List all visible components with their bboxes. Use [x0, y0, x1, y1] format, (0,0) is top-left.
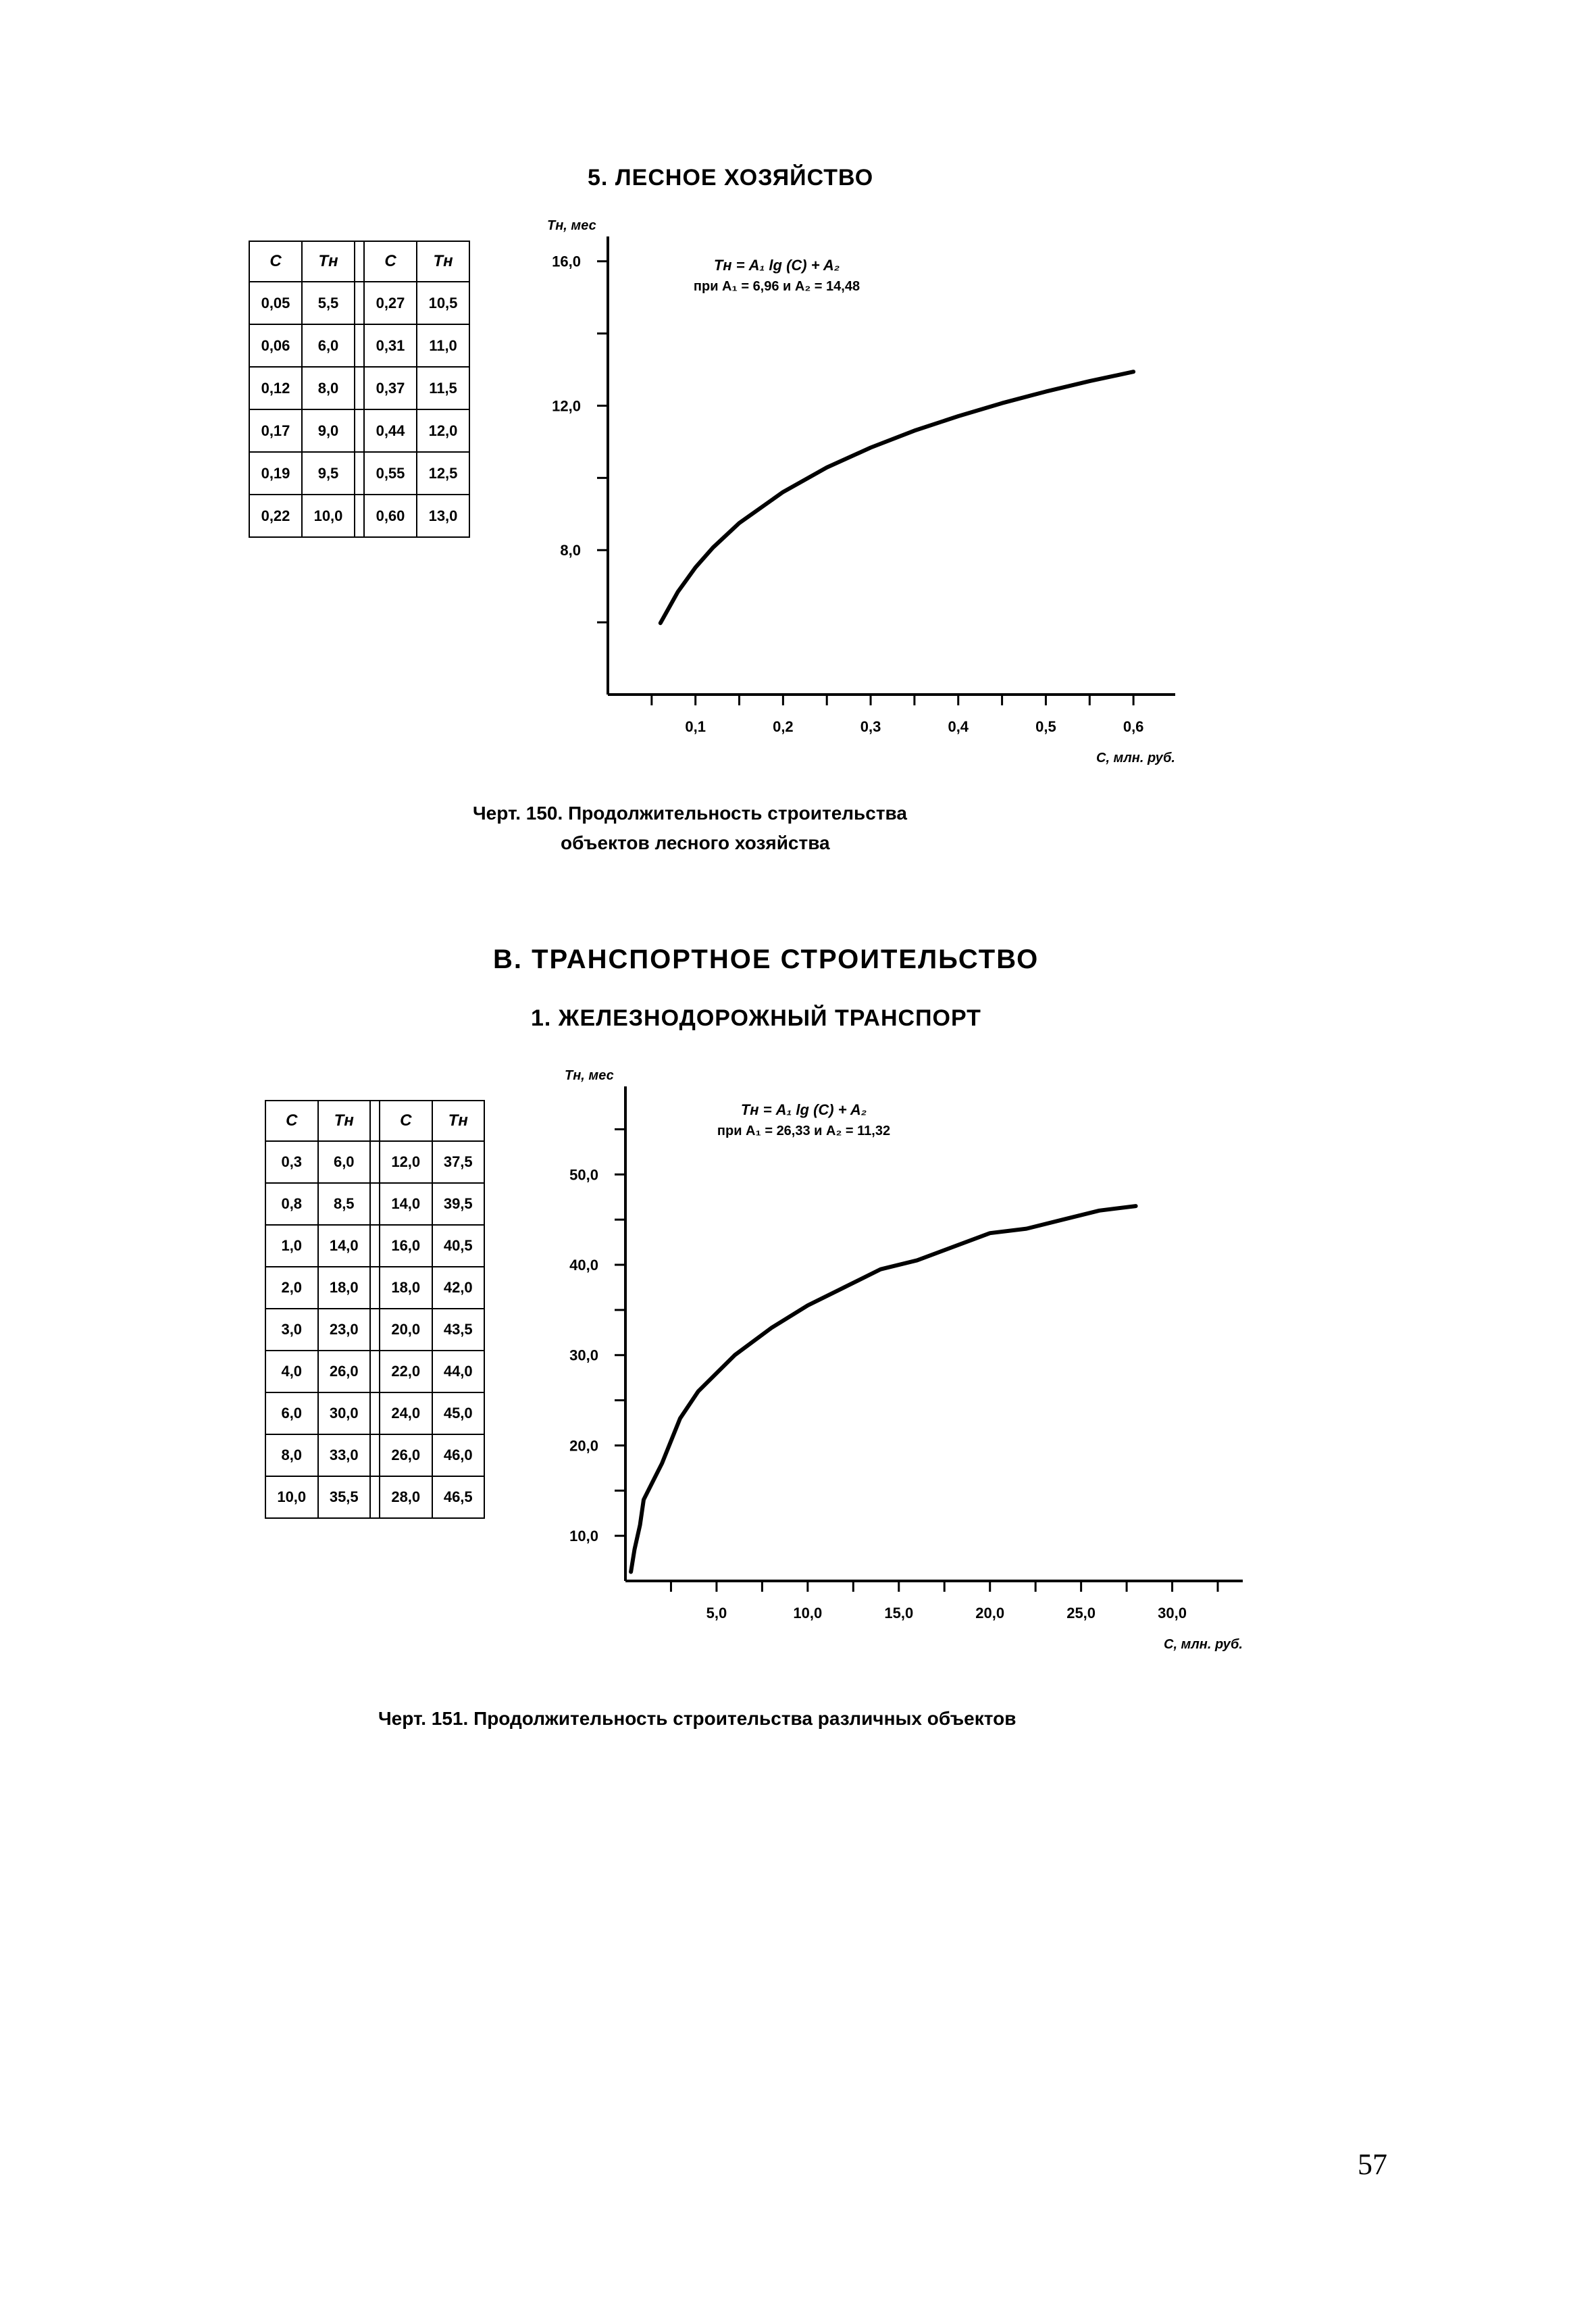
table-cell: 0,8 — [265, 1183, 318, 1225]
table-cell: 12,0 — [380, 1141, 432, 1183]
table-row — [265, 1392, 484, 1434]
table-gap — [370, 1101, 380, 1141]
table-header-row — [249, 241, 469, 282]
table-cell: 42,0 — [432, 1267, 485, 1309]
table-gap — [370, 1351, 380, 1392]
section1-heading: 5. ЛЕСНОЕ ХОЗЯЙСТВО — [588, 165, 874, 191]
table-cell: 12,0 — [417, 409, 469, 452]
table-gap — [355, 409, 364, 452]
table-cell: 10,5 — [417, 282, 469, 324]
table-row — [249, 367, 469, 409]
table-gap — [370, 1267, 380, 1309]
table-gap — [355, 241, 364, 282]
table-cell: 0,06 — [249, 324, 302, 367]
series-line — [631, 1206, 1136, 1572]
y-tick-label: 16,0 — [552, 253, 581, 270]
column-header-tn: Tн — [417, 241, 469, 282]
table-row — [249, 495, 469, 537]
table-cell: 46,5 — [432, 1476, 485, 1518]
table-cell: 0,60 — [364, 495, 417, 537]
x-tick-label: 5,0 — [706, 1605, 727, 1621]
table-cell: 28,0 — [380, 1476, 432, 1518]
data-table-forestry — [249, 241, 470, 538]
table-cell: 20,0 — [380, 1309, 432, 1351]
table-row — [265, 1183, 484, 1225]
table-cell: 11,5 — [417, 367, 469, 409]
table-row — [265, 1476, 484, 1518]
table-gap — [355, 324, 364, 367]
table-header-row — [265, 1101, 484, 1141]
table-cell: 40,5 — [432, 1225, 485, 1267]
chart2-caption: Черт. 151. Продолжительность строительства различных объектов — [378, 1708, 1016, 1729]
table-gap — [355, 452, 364, 495]
table-cell: 0,37 — [364, 367, 417, 409]
table-cell: 0,19 — [249, 452, 302, 495]
y-axis-label: Tн, мес — [565, 1068, 614, 1083]
x-tick-label: 20,0 — [975, 1605, 1005, 1621]
table-cell: 46,0 — [432, 1434, 485, 1476]
table-cell: 8,0 — [265, 1434, 318, 1476]
table-cell: 0,3 — [265, 1141, 318, 1183]
table-row — [265, 1141, 484, 1183]
table-cell: 4,0 — [265, 1351, 318, 1392]
table-row — [265, 1309, 484, 1351]
table-cell: 6,0 — [302, 324, 355, 367]
table-row — [265, 1225, 484, 1267]
table-gap — [370, 1434, 380, 1476]
table-cell: 14,0 — [318, 1225, 371, 1267]
table-cell: 35,5 — [318, 1476, 371, 1518]
x-tick-label: 0,5 — [1035, 718, 1056, 735]
table-cell: 10,0 — [302, 495, 355, 537]
x-tick-label: 30,0 — [1158, 1605, 1187, 1621]
table-row — [265, 1434, 484, 1476]
table-cell: 11,0 — [417, 324, 469, 367]
y-tick-label: 40,0 — [569, 1257, 598, 1274]
table-cell: 39,5 — [432, 1183, 485, 1225]
table-gap — [370, 1183, 380, 1225]
chart-railway — [534, 1068, 1263, 1676]
table-cell: 0,55 — [364, 452, 417, 495]
table-cell: 23,0 — [318, 1309, 371, 1351]
table-gap — [355, 367, 364, 409]
data-table-railway — [265, 1100, 485, 1519]
x-tick-label: 0,1 — [685, 718, 706, 735]
table-cell: 6,0 — [318, 1141, 371, 1183]
table-cell: 2,0 — [265, 1267, 318, 1309]
y-axis-label: Tн, мес — [547, 218, 596, 233]
x-axis-label: C, млн. руб. — [1164, 1637, 1243, 1652]
table-gap — [355, 495, 364, 537]
column-header-c: C — [249, 241, 302, 282]
table-cell: 0,27 — [364, 282, 417, 324]
table-cell: 1,0 — [265, 1225, 318, 1267]
column-header-tn: Tн — [302, 241, 355, 282]
table-row — [265, 1351, 484, 1392]
x-tick-label: 10,0 — [793, 1605, 823, 1621]
table-cell: 3,0 — [265, 1309, 318, 1351]
x-tick-label: 25,0 — [1066, 1605, 1096, 1621]
chart1-caption-line1: Черт. 150. Продолжительность строительства — [473, 803, 907, 824]
table-cell: 33,0 — [318, 1434, 371, 1476]
table-cell: 43,5 — [432, 1309, 485, 1351]
table-cell: 8,0 — [302, 367, 355, 409]
table-cell: 18,0 — [380, 1267, 432, 1309]
x-tick-label: 0,3 — [860, 718, 881, 735]
table-cell: 5,5 — [302, 282, 355, 324]
table-cell: 9,0 — [302, 409, 355, 452]
x-axis-label: C, млн. руб. — [1096, 751, 1175, 765]
section2-subheading: 1. ЖЕЛЕЗНОДОРОЖНЫЙ ТРАНСПОРТ — [531, 1005, 981, 1031]
table-cell: 37,5 — [432, 1141, 485, 1183]
y-tick-label: 30,0 — [569, 1347, 598, 1364]
table-row — [265, 1267, 484, 1309]
column-header-tn: Tн — [318, 1101, 371, 1141]
y-tick-label: 12,0 — [552, 397, 581, 415]
formula-line1: Tн = A₁ lg (C) + A₂ — [740, 1101, 867, 1118]
x-tick-label: 0,4 — [948, 718, 969, 735]
table-cell: 0,12 — [249, 367, 302, 409]
page-number: 57 — [1358, 2148, 1387, 2181]
y-tick-label: 20,0 — [569, 1437, 598, 1455]
column-header-tn: Tн — [432, 1101, 485, 1141]
table-row — [249, 452, 469, 495]
table-cell: 26,0 — [380, 1434, 432, 1476]
table-cell: 45,0 — [432, 1392, 485, 1434]
table-cell: 0,22 — [249, 495, 302, 537]
table-cell: 0,44 — [364, 409, 417, 452]
y-tick-label: 10,0 — [569, 1528, 598, 1545]
table-cell: 14,0 — [380, 1183, 432, 1225]
table-cell: 30,0 — [318, 1392, 371, 1434]
x-tick-label: 15,0 — [884, 1605, 914, 1621]
formula-line2: при A₁ = 6,96 и A₂ = 14,48 — [693, 279, 860, 294]
table-cell: 16,0 — [380, 1225, 432, 1267]
table-cell: 24,0 — [380, 1392, 432, 1434]
y-tick-label: 50,0 — [569, 1166, 598, 1184]
formula-line2: при A₁ = 26,33 и A₂ = 11,32 — [717, 1124, 891, 1138]
table-cell: 9,5 — [302, 452, 355, 495]
table-gap — [370, 1476, 380, 1518]
table-gap — [355, 282, 364, 324]
table-cell: 22,0 — [380, 1351, 432, 1392]
chart-forestry — [500, 218, 1216, 790]
section2-heading: В. ТРАНСПОРТНОЕ СТРОИТЕЛЬСТВО — [493, 945, 1039, 974]
table-cell: 0,17 — [249, 409, 302, 452]
series-line — [661, 372, 1133, 623]
table-cell: 18,0 — [318, 1267, 371, 1309]
table-gap — [370, 1392, 380, 1434]
column-header-c: C — [265, 1101, 318, 1141]
chart1-caption-line2: объектов лесного хозяйства — [561, 832, 830, 853]
table-cell: 13,0 — [417, 495, 469, 537]
table-row — [249, 282, 469, 324]
table-cell: 6,0 — [265, 1392, 318, 1434]
table-cell: 44,0 — [432, 1351, 485, 1392]
table-cell: 0,05 — [249, 282, 302, 324]
column-header-c: C — [380, 1101, 432, 1141]
table-cell: 0,31 — [364, 324, 417, 367]
table-row — [249, 324, 469, 367]
table-cell: 10,0 — [265, 1476, 318, 1518]
x-tick-label: 0,2 — [773, 718, 794, 735]
table-cell: 26,0 — [318, 1351, 371, 1392]
table-gap — [370, 1225, 380, 1267]
table-cell: 12,5 — [417, 452, 469, 495]
table-cell: 8,5 — [318, 1183, 371, 1225]
table-gap — [370, 1309, 380, 1351]
table-row — [249, 409, 469, 452]
formula-line1: Tн = A₁ lg (C) + A₂ — [713, 257, 840, 274]
y-tick-label: 8,0 — [560, 542, 581, 559]
table-gap — [370, 1141, 380, 1183]
x-tick-label: 0,6 — [1123, 718, 1144, 735]
column-header-c: C — [364, 241, 417, 282]
